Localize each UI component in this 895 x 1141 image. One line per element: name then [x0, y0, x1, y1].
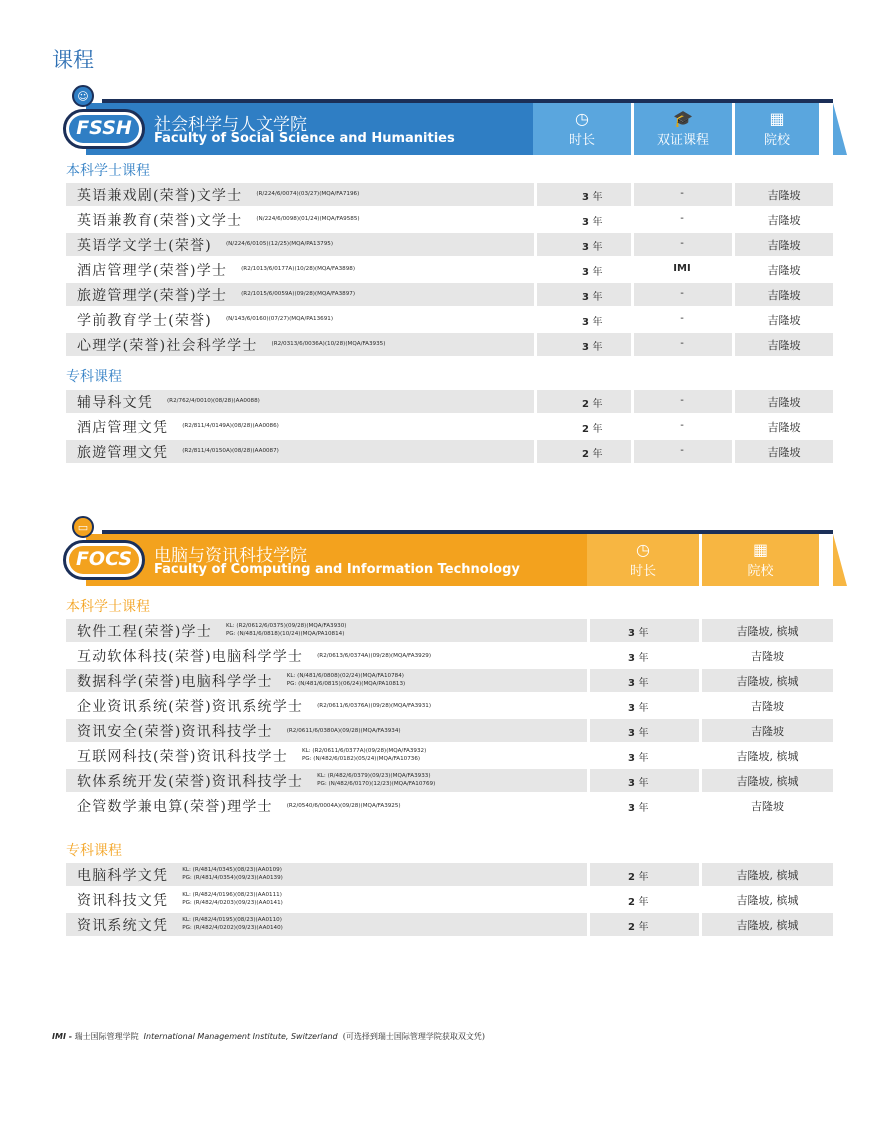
focs-degree-heading: 本科学士课程	[66, 599, 150, 615]
row-separator	[587, 888, 590, 911]
duration-years: 2	[582, 424, 589, 435]
row-separator	[534, 415, 537, 438]
duration-unit: 年	[638, 778, 649, 789]
program-duration	[582, 420, 602, 435]
duration-years: 3	[628, 628, 635, 639]
program-campus: 吉隆坡	[767, 189, 801, 202]
campus-column-header	[735, 103, 819, 155]
program-code: (N/143/6/0160)(07/27)(MQA/PA13691)	[225, 316, 334, 322]
program-code-line: KL: (R/482/6/0379)(09/23)(MQA/FA3933)	[317, 773, 431, 779]
program-code-line: KL: (R/482/4/0195)(08/23)(AA0110)	[182, 917, 282, 923]
program-campus: 吉隆坡	[751, 725, 784, 738]
program-name: 互动软体科技(荣誉)电脑科学学士	[77, 649, 304, 665]
row-separator	[587, 794, 590, 817]
duration-column-header	[587, 534, 699, 586]
program-name: 心理学(荣誉)社会科学学士	[77, 338, 258, 354]
row-separator	[587, 719, 590, 742]
program-duration	[628, 699, 648, 714]
program-code-line: (R2/0540/6/0004A)(09/28)(MQA/FA3925)	[286, 803, 401, 809]
faculty-title-cn: 社会科学与人文学院	[154, 115, 307, 135]
duration-years: 3	[628, 653, 635, 664]
program-duration	[628, 624, 648, 639]
program-code-line: PG: (N/481/6/0815)(06/24)(MQA/PA10813)	[286, 681, 406, 687]
program-campus: 吉隆坡	[751, 700, 784, 713]
dual-column-header	[634, 103, 732, 155]
row-separator	[587, 913, 590, 936]
duration-years: 2	[582, 399, 589, 410]
duration-unit: 年	[592, 424, 603, 435]
duration-years: 3	[582, 342, 589, 353]
duration-unit: 年	[592, 267, 603, 278]
duration-unit: 年	[592, 217, 603, 228]
program-campus: 吉隆坡	[767, 421, 801, 434]
duration-years: 3	[582, 292, 589, 303]
program-campus: 吉隆坡, 槟城	[736, 869, 799, 882]
duration-unit: 年	[638, 653, 649, 664]
row-separator	[587, 694, 590, 717]
program-duration	[582, 188, 602, 203]
dual-label: 双证课程	[656, 133, 709, 148]
row-separator	[587, 744, 590, 767]
duration-years: 2	[628, 897, 635, 908]
dual-certificate: -	[680, 338, 684, 349]
program-code: (N/224/6/0098)(01/24)(MQA/FA9585)	[256, 216, 360, 222]
table-row	[66, 794, 833, 817]
row-separator	[587, 619, 590, 642]
clock-icon: ◷	[575, 109, 589, 128]
faculty-title-en: Faculty of Computing and Information Technology	[154, 562, 520, 577]
program-name: 旅遊管理文凭	[77, 445, 169, 461]
duration-years: 3	[582, 267, 589, 278]
program-name: 辅导科文凭	[77, 395, 153, 411]
program-duration	[628, 724, 648, 739]
duration-unit: 年	[638, 753, 649, 764]
badge-text: FSSH	[76, 117, 132, 139]
program-code	[226, 622, 347, 638]
program-duration	[628, 674, 648, 689]
duration-years: 2	[582, 449, 589, 460]
program-duration	[582, 313, 602, 328]
program-code: (R2/0313/6/0036A)(10/28)(MQA/FA3935)	[271, 341, 386, 347]
program-duration	[628, 893, 648, 908]
program-campus: 吉隆坡	[767, 239, 801, 252]
row-separator	[534, 258, 537, 281]
duration-years: 3	[582, 217, 589, 228]
footer-abbr: IMI -	[52, 1032, 73, 1041]
program-duration	[628, 799, 648, 814]
row-separator	[587, 644, 590, 667]
program-name: 资讯系统文凭	[77, 918, 169, 934]
table-row	[66, 283, 833, 306]
duration-years: 3	[582, 192, 589, 203]
program-code-line: (R2/0611/6/0376A)(09/28)(MQA/FA3931)	[317, 703, 432, 709]
dual-certificate: -	[680, 288, 684, 299]
table-row	[66, 233, 833, 256]
program-code	[317, 702, 431, 710]
program-name: 互联网科技(荣誉)资讯科技学士	[77, 749, 288, 765]
row-separator	[534, 308, 537, 331]
dual-certificate: -	[680, 213, 684, 224]
duration-years: 3	[628, 678, 635, 689]
program-duration	[582, 213, 602, 228]
program-name: 学前教育学士(荣誉)	[77, 313, 212, 329]
program-campus: 吉隆坡, 槟城	[736, 894, 799, 907]
table-row	[66, 913, 833, 936]
fssh-degree-heading: 本科学士课程	[66, 163, 150, 179]
program-code-line: KL: (R/481/4/0345)(08/23)(AA0109)	[182, 867, 282, 873]
focs-header	[66, 520, 833, 586]
duration-years: 2	[628, 872, 635, 883]
table-row	[66, 669, 833, 692]
program-code-line: KL: (R2/0611/6/0377A)(09/28)(MQA/FA3932)	[301, 748, 427, 754]
row-separator	[534, 333, 537, 356]
table-row	[66, 415, 833, 438]
duration-unit: 年	[638, 872, 649, 883]
program-code	[317, 652, 431, 660]
program-code: (R2/1015/6/0059A)(09/28)(MQA/FA3897)	[241, 291, 356, 297]
duration-years: 3	[628, 753, 635, 764]
building-icon: ▦	[769, 109, 785, 128]
duration-years: 2	[628, 922, 635, 933]
table-row	[66, 258, 833, 281]
table-row	[66, 644, 833, 667]
program-campus: 吉隆坡, 槟城	[736, 775, 799, 788]
program-code	[302, 747, 426, 763]
program-code	[317, 772, 435, 788]
duration-unit: 年	[638, 728, 649, 739]
program-campus: 吉隆坡	[767, 396, 801, 409]
row-separator	[587, 863, 590, 886]
duration-unit: 年	[592, 449, 603, 460]
program-duration	[628, 649, 648, 664]
program-duration	[582, 263, 602, 278]
clock-icon: ◷	[636, 540, 650, 559]
duration-unit: 年	[638, 922, 649, 933]
duration-years: 3	[628, 728, 635, 739]
graduation-cap-icon: 🎓	[673, 109, 693, 128]
program-name: 企业资讯系统(荣誉)资讯系统学士	[77, 699, 304, 715]
program-code: (R2/811/4/0150A)(08/28)(AA0087)	[182, 448, 279, 454]
row-separator	[587, 769, 590, 792]
duration-unit: 年	[592, 192, 603, 203]
program-duration	[582, 338, 602, 353]
duration-unit: 年	[592, 399, 603, 410]
program-code	[182, 866, 283, 882]
program-code: (R2/1013/6/0177A)(10/28)(MQA/FA3898)	[241, 266, 356, 272]
program-campus: 吉隆坡, 槟城	[736, 919, 799, 932]
duration-years: 3	[628, 803, 635, 814]
table-row	[66, 208, 833, 231]
table-row	[66, 694, 833, 717]
footer-dual-note: (可选择到瑞士国际管理学院获取双文凭)	[342, 1032, 485, 1041]
row-separator	[534, 233, 537, 256]
program-duration	[582, 288, 602, 303]
duration-unit: 年	[638, 703, 649, 714]
duration-unit: 年	[638, 803, 649, 814]
duration-unit: 年	[638, 897, 649, 908]
duration-years: 3	[628, 778, 635, 789]
focs-badge	[63, 540, 145, 580]
duration-years: 3	[582, 242, 589, 253]
faculty-icon: ☺	[72, 85, 94, 107]
table-row	[66, 440, 833, 463]
program-code: (R/224/6/0074)(03/27)(MQA/FA7196)	[256, 191, 360, 197]
table-row	[66, 719, 833, 742]
program-name: 酒店管理学(荣誉)学士	[77, 263, 228, 279]
header-tail	[833, 103, 847, 155]
table-row	[66, 744, 833, 767]
program-code: (N/224/6/0105)(12/25)(MQA/PA13795)	[225, 241, 334, 247]
program-campus: 吉隆坡, 槟城	[736, 750, 799, 763]
duration-label: 时长	[568, 133, 595, 148]
row-separator	[587, 669, 590, 692]
program-campus: 吉隆坡, 槟城	[736, 675, 799, 688]
program-duration	[628, 774, 648, 789]
dual-certificate: -	[680, 313, 684, 324]
program-code	[287, 802, 401, 810]
table-row	[66, 308, 833, 331]
program-name: 酒店管理文凭	[77, 420, 169, 436]
program-code-line: PG: (R/482/4/0203)(09/23)(AA0141)	[182, 900, 283, 906]
program-code-line: PG: (N/482/6/0170)(12/23)(MQA/FA10769)	[317, 781, 436, 787]
footer-cn-name: 瑞士国际管理学院	[74, 1032, 139, 1041]
row-separator	[534, 440, 537, 463]
campus-label: 院校	[763, 133, 790, 148]
duration-column-header	[533, 103, 631, 155]
program-campus: 吉隆坡	[767, 214, 801, 227]
program-campus: 吉隆坡	[767, 314, 801, 327]
program-campus: 吉隆坡	[751, 650, 784, 663]
program-name: 软体系统开发(荣誉)资讯科技学士	[77, 774, 304, 790]
program-name: 旅遊管理学(荣誉)学士	[77, 288, 228, 304]
row-separator	[534, 183, 537, 206]
fssh-diploma-heading: 专科课程	[66, 369, 122, 385]
program-duration	[628, 868, 648, 883]
table-row	[66, 863, 833, 886]
duration-unit: 年	[592, 242, 603, 253]
badge-text: FOCS	[75, 548, 133, 570]
program-code	[182, 891, 283, 907]
program-code-line: PG: (R/481/4/0354)(09/23)(AA0139)	[182, 875, 283, 881]
program-name: 数据科学(荣誉)电脑科学学士	[77, 674, 273, 690]
program-duration	[628, 918, 648, 933]
fssh-header	[66, 89, 833, 155]
program-code	[287, 672, 405, 688]
program-code	[287, 727, 401, 735]
program-duration	[582, 238, 602, 253]
duration-unit: 年	[638, 678, 649, 689]
campus-column-header	[702, 534, 819, 586]
duration-label: 时长	[629, 564, 656, 579]
program-duration	[582, 445, 602, 460]
dual-certificate: -	[680, 188, 684, 199]
program-code-line: (R2/0613/6/0374A)(09/28)(MQA/FA3929)	[317, 653, 432, 659]
duration-unit: 年	[592, 317, 603, 328]
faculty-title-en: Faculty of Social Science and Humanities	[154, 131, 455, 146]
table-row	[66, 769, 833, 792]
dual-certificate: IMI	[673, 263, 691, 274]
campus-label: 院校	[747, 564, 774, 579]
header-tail	[833, 534, 847, 586]
program-name: 资讯安全(荣誉)资讯科技学士	[77, 724, 273, 740]
program-campus: 吉隆坡	[767, 289, 801, 302]
dual-certificate: -	[680, 238, 684, 249]
program-code: (R2/762/4/0010)(08/28)(AA0088)	[167, 398, 260, 404]
program-campus: 吉隆坡	[751, 800, 784, 813]
dual-certificate: -	[680, 395, 684, 406]
program-name: 企管数学兼电算(荣誉)理学士	[77, 799, 273, 815]
table-row	[66, 390, 833, 413]
faculty-title-cn: 电脑与资讯科技学院	[154, 546, 307, 566]
program-code-line: (R2/0611/6/0380A)(09/28)(MQA/FA3934)	[286, 728, 401, 734]
focs-diploma-heading: 专科课程	[66, 843, 122, 859]
program-name: 英语兼戏剧(荣誉)文学士	[77, 188, 243, 204]
duration-unit: 年	[638, 628, 649, 639]
program-campus: 吉隆坡	[767, 446, 801, 459]
program-name: 软件工程(荣誉)学士	[77, 624, 212, 640]
program-code-line: PG: (N/482/6/0182)(05/24)(MQA/FA10736)	[301, 756, 421, 762]
program-code: (R2/811/4/0149A)(08/28)(AA0086)	[182, 423, 279, 429]
program-code-line: KL: (R/482/4/0196)(08/23)(AA0111)	[182, 892, 282, 898]
program-campus: 吉隆坡	[767, 264, 801, 277]
program-code-line: KL: (R2/0612/6/0375)(09/28)(MQA/FA3930)	[225, 623, 347, 629]
program-campus: 吉隆坡	[767, 339, 801, 352]
program-code-line: PG: (R/482/4/0202)(09/23)(AA0140)	[182, 925, 283, 931]
row-separator	[534, 283, 537, 306]
table-row	[66, 333, 833, 356]
table-row	[66, 619, 833, 642]
duration-years: 3	[628, 703, 635, 714]
duration-unit: 年	[592, 292, 603, 303]
program-campus: 吉隆坡, 槟城	[736, 625, 799, 638]
page-title: 课程	[52, 48, 94, 72]
row-separator	[534, 390, 537, 413]
program-duration	[582, 395, 602, 410]
duration-years: 3	[582, 317, 589, 328]
program-code	[182, 916, 283, 932]
program-code-line: PG: (N/481/6/0818)(10/24)(MQA/PA10814)	[225, 631, 345, 637]
dual-certificate: -	[680, 420, 684, 431]
program-name: 英语兼教育(荣誉)文学士	[77, 213, 243, 229]
table-row	[66, 183, 833, 206]
program-name: 资讯科技文凭	[77, 893, 169, 909]
footer-en-name: International Management Institute, Switzerland	[143, 1032, 338, 1041]
fssh-badge	[63, 109, 145, 149]
table-row	[66, 888, 833, 911]
program-name: 英语学文学士(荣誉)	[77, 238, 212, 254]
program-code-line: KL: (N/481/6/0808)(02/24)(MQA/FA10784)	[286, 673, 404, 679]
program-name: 电脑科学文凭	[77, 868, 169, 884]
dual-certificate: -	[680, 445, 684, 456]
faculty-icon: ▭	[72, 516, 94, 538]
program-duration	[628, 749, 648, 764]
footer-note	[52, 1031, 485, 1042]
row-separator	[534, 208, 537, 231]
duration-unit: 年	[592, 342, 603, 353]
building-icon: ▦	[752, 540, 769, 559]
